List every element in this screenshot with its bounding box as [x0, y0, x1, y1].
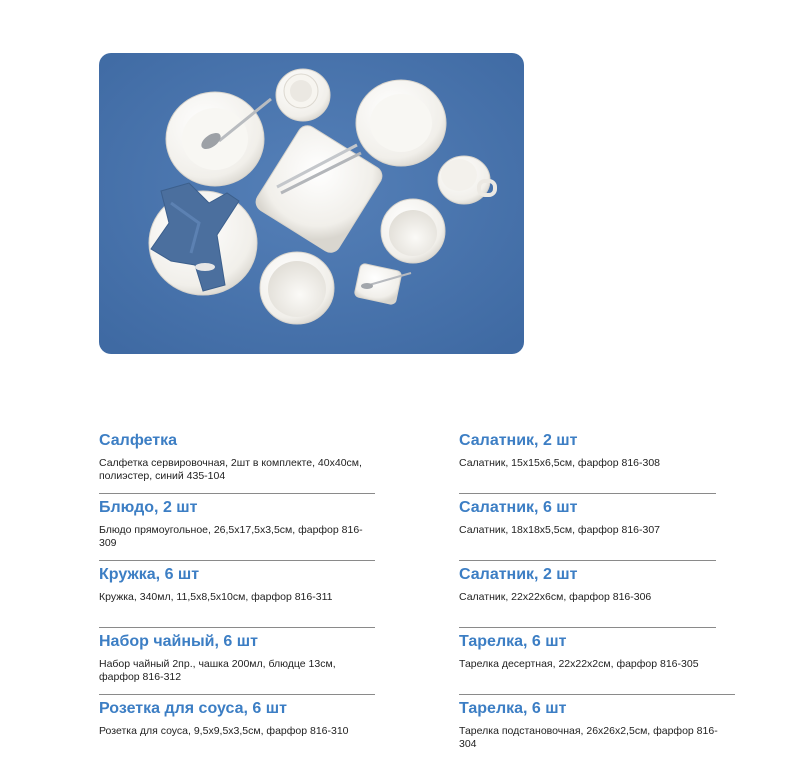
product-description: Салфетка сервировочная, 2шт в комплекте, 40х40см, полиэстер, синий 435-104 — [99, 457, 362, 482]
product-description: Салатник, 15х15х6,5см, фарфор 816-308 — [459, 457, 661, 469]
product-description: Блюдо прямоугольное, 26,5х17,5х3,5см, фарфор 816-309 — [99, 524, 363, 549]
product-title: Салатник, 6 шт — [459, 499, 578, 516]
product-item — [459, 632, 735, 698]
product-description: Набор чайный 2пр., чашка 200мл, блюдце 13см, фарфор 816-312 — [99, 658, 336, 683]
product-description: Салатник, 18х18х5,5см, фарфор 816-307 — [459, 524, 661, 536]
divider — [459, 560, 716, 561]
product-title: Тарелка, 6 шт — [459, 633, 567, 650]
product-title: Салатник, 2 шт — [459, 432, 578, 449]
product-item — [99, 565, 375, 631]
product-item — [99, 431, 375, 497]
product-photo — [99, 53, 524, 354]
product-description: Розетка для соуса, 9,5х9,5х3,5см, фарфор 816-310 — [99, 725, 349, 737]
product-description: Тарелка подстановочная, 26х26х2,5см, фарфор 816-304 — [459, 725, 718, 750]
product-title: Салатник, 2 шт — [459, 566, 578, 583]
product-item — [459, 699, 735, 765]
divider — [99, 493, 375, 494]
product-item — [99, 498, 375, 564]
product-item — [459, 565, 735, 631]
product-list-left — [99, 430, 375, 765]
divider — [459, 493, 716, 494]
product-description: Кружка, 340мл, 11,5х8,5х10см, фарфор 816-311 — [99, 591, 333, 603]
divider — [459, 627, 716, 628]
product-title: Салфетка — [99, 432, 178, 449]
divider — [99, 560, 375, 561]
product-description: Салатник, 22х22х6см, фарфор 816-306 — [459, 591, 652, 603]
divider — [459, 694, 735, 695]
product-title: Кружка, 6 шт — [99, 566, 200, 583]
product-title: Набор чайный, 6 шт — [99, 633, 258, 650]
tableware-illustration — [99, 53, 524, 354]
product-title: Блюдо, 2 шт — [99, 499, 198, 516]
divider — [99, 694, 375, 695]
divider — [99, 627, 375, 628]
product-title: Тарелка, 6 шт — [459, 700, 567, 717]
product-list-right — [459, 430, 735, 765]
product-description: Тарелка десертная, 22х22х2см, фарфор 816-305 — [459, 658, 699, 670]
product-title: Розетка для соуса, 6 шт — [99, 700, 287, 717]
product-item — [459, 431, 735, 497]
product-item — [459, 498, 735, 564]
product-item — [99, 632, 375, 698]
product-item — [99, 699, 375, 765]
